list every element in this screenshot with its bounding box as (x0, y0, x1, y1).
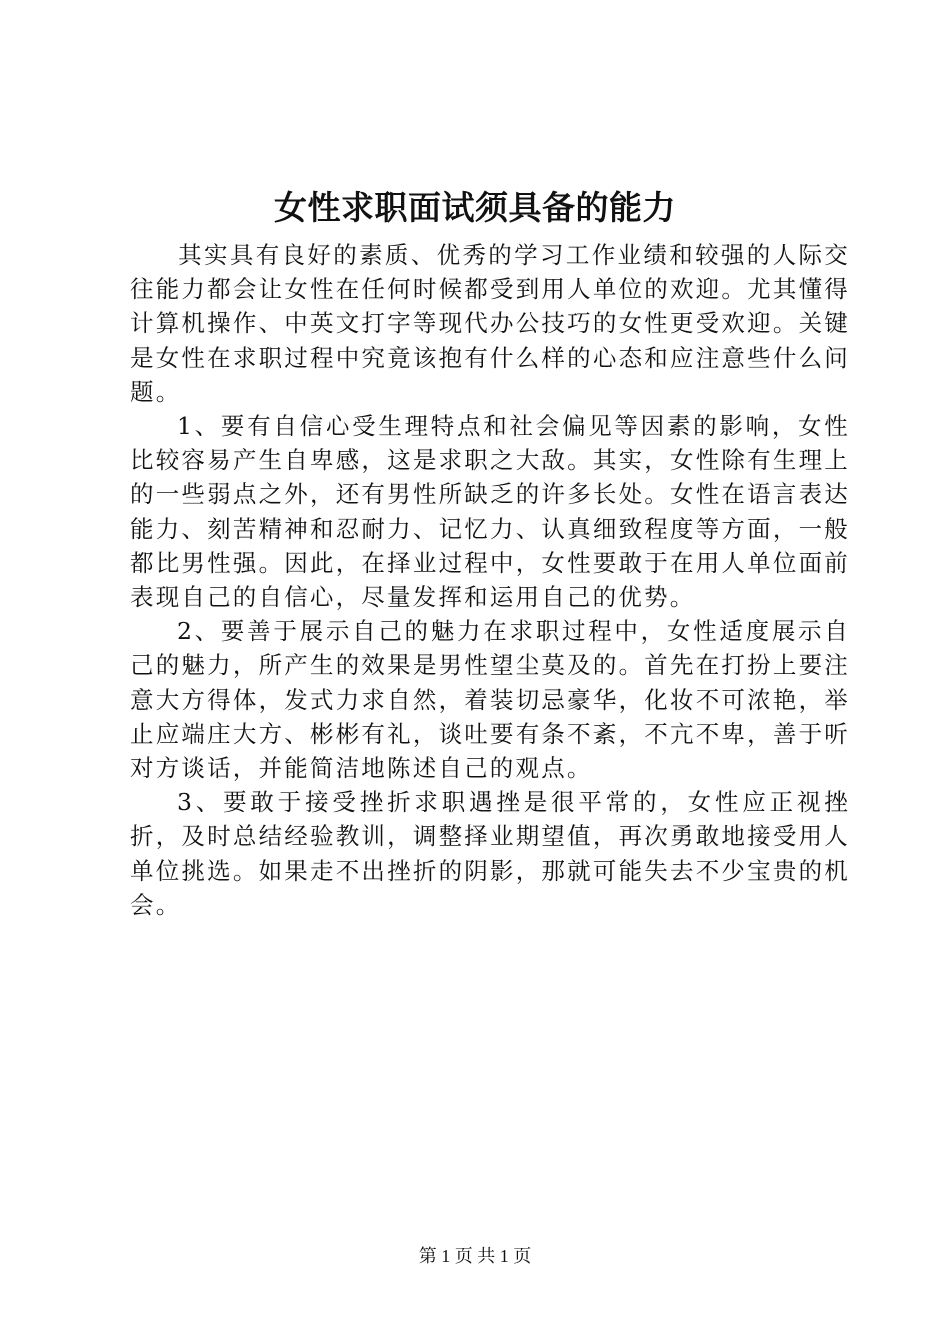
page-number-footer: 第 1 页 共 1 页 (418, 1246, 532, 1266)
document-body (130, 238, 850, 922)
point-1-paragraph: 1、要有自信心受生理特点和社会偏见等因素的影响，女性比较容易产生自卑感，这是求职之大敌。其实，女性除有生理上的一些弱点之外，还有男性所缺乏的许多长处。女性在语言表达能力、刻苦精神和忍耐力、记忆力、认真细致程度等方面，一般都比男性强。因此，在择业过程中，女性要敢于在用人单位面前表现自己的自信心，尽量发挥和运用自己的优势。 (130, 412, 850, 612)
point-2-paragraph: 2、要善于展示自己的魅力在求职过程中，女性适度展示自己的魅力，所产生的效果是男性望尘莫及的。首先在打扮上要注意大方得体，发式力求自然，着装切忌豪华，化妆不可浓艳，举止应端庄大方、彬彬有礼，谈吐要有条不紊，不亢不卑，善于听对方谈话，并能简洁地陈述自己的观点。 (130, 617, 850, 783)
intro-paragraph: 其实具有良好的素质、优秀的学习工作业绩和较强的人际交往能力都会让女性在任何时候都受到用人单位的欢迎。尤其懂得计算机操作、中英文打字等现代办公技巧的女性更受欢迎。关键是女性在求职过程中究竟该抱有什么样的心态和应注意些什么问题。 (130, 241, 850, 406)
point-3-paragraph: 3、要敢于接受挫折求职遇挫是很平常的，女性应正视挫折，及时总结经验教训，调整择业期望值，再次勇敢地接受用人单位挑选。如果走不出挫折的阴影，那就可能失去不少宝贵的机会。 (130, 788, 850, 919)
document-title: 女性求职面试须具备的能力 (274, 188, 676, 227)
